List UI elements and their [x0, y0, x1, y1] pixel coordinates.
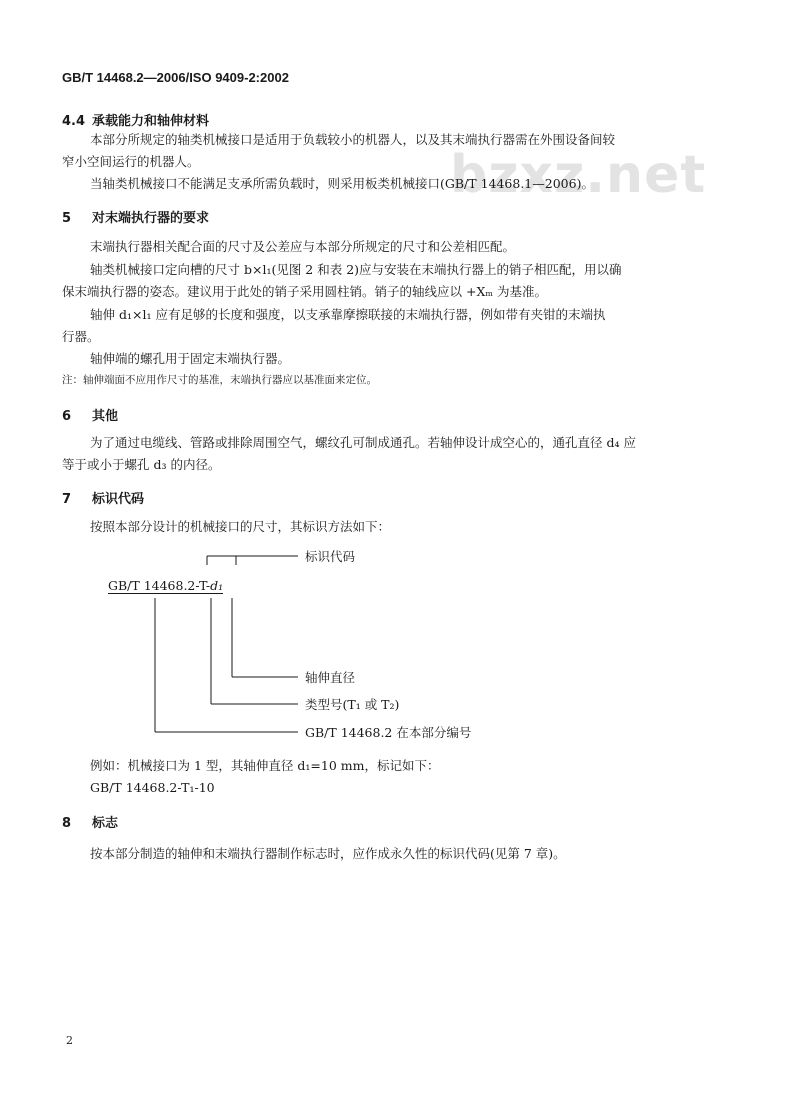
code-diameter: d₁ [210, 578, 224, 593]
section-title: 其他 [92, 409, 119, 424]
paragraph: 窄小空间运行的机器人。 [62, 154, 200, 169]
section-8-heading [62, 812, 118, 831]
example-text: 例如：机械接口为 1 型，其轴伸直径 d₁=10 mm，标记如下： [90, 758, 440, 773]
paragraph: 当轴类机械接口不能满足支承所需负载时，则采用板类机械接口(GB/T 14468.1—2006)。 [90, 176, 594, 191]
note: 注：轴伸端面不应用作尺寸的基准，末端执行器应以基准面来定位。 [62, 374, 377, 386]
paragraph: 行器。 [62, 329, 100, 344]
paragraph: 轴伸端的螺孔用于固定末端执行器。 [90, 351, 291, 366]
section-number: 8 [62, 816, 72, 831]
paragraph: 等于或小于螺孔 d₃ 的内径。 [62, 457, 221, 472]
section-title: 标识代码 [92, 492, 145, 507]
identification-code [108, 578, 223, 594]
code-prefix: GB/T 14468.2- [108, 578, 200, 593]
example-code: GB/T 14468.2-T₁-10 [90, 780, 215, 795]
paragraph: 轴类机械接口定向槽的尺寸 b×l₁(见图 2 和表 2)应与安装在末端执行器上的销子相匹配，用以确 [90, 262, 622, 277]
page-number: 2 [66, 1034, 73, 1047]
section-title: 标志 [92, 816, 119, 831]
paragraph: 末端执行器相关配合面的尺寸及公差应与本部分所规定的尺寸和公差相匹配。 [90, 239, 516, 254]
label-type-number: 类型号(T₁ 或 T₂) [305, 697, 400, 712]
section-number: 7 [62, 492, 72, 507]
document-header: GB/T 14468.2—2006/ISO 9409-2:2002 [62, 70, 289, 85]
paragraph: 按本部分制造的轴伸和末端执行器制作标志时，应作成永久性的标识代码(见第 7 章)。 [90, 846, 566, 861]
label-standard-number: GB/T 14468.2 在本部分编号 [305, 725, 472, 740]
paragraph: 按照本部分设计的机械接口的尺寸，其标识方法如下： [90, 519, 391, 534]
label-identification-code: 标识代码 [305, 549, 356, 564]
section-title: 承载能力和轴伸材料 [92, 114, 210, 129]
paragraph: 为了通过电缆线、管路或排除周围空气，螺纹孔可制成通孔。若轴伸设计成空心的，通孔直径 d₄ 应 [90, 435, 636, 450]
paragraph: 保末端执行器的姿态。建议用于此处的销子采用圆柱销。销子的轴线应以 +Xₘ 为基准。 [62, 284, 547, 299]
label-shaft-diameter: 轴伸直径 [305, 670, 356, 685]
watermark: bzxz.net [450, 145, 707, 205]
code-type: T [199, 578, 206, 593]
code-separator: - [205, 578, 211, 593]
paragraph: 本部分所规定的轴类机械接口是适用于负载较小的机器人，以及其末端执行器需在外围设备间较 [90, 132, 616, 147]
section-title: 对末端执行器的要求 [92, 211, 210, 226]
section-number: 4.4 [62, 114, 86, 129]
section-number: 5 [62, 211, 72, 226]
section-number: 6 [62, 409, 72, 424]
paragraph: 轴伸 d₁×l₁ 应有足够的长度和强度，以支承靠摩擦联接的末端执行器，例如带有夹钳的末端执 [90, 307, 606, 322]
